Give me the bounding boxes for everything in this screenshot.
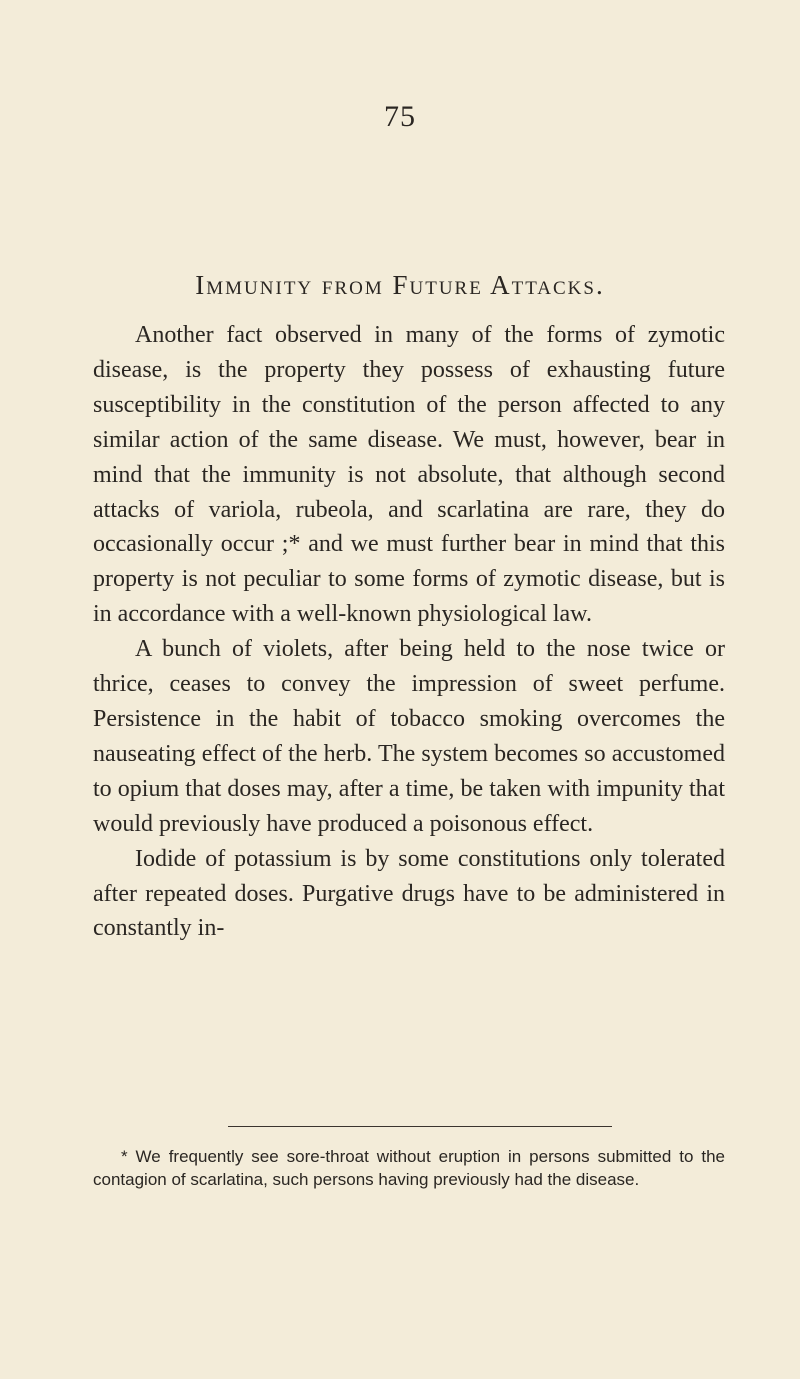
footnote: * We frequently see sore-throat without eruption in persons submitted to the contagion of scarlatina, such persons having previously had the disease. — [93, 1147, 725, 1189]
paragraph: A bunch of violets, after being held to the nose twice or thrice, ceases to convey the impression of sweet perfume. Persistence in the habit of tobacco smoking overcomes the nauseating effect of the herb. The system becomes so accustomed to opium that doses may, after a time, be taken with impunity that would previously have produced a poisonous effect. — [93, 636, 725, 837]
page-number: 75 — [384, 100, 416, 133]
paragraph: Another fact observed in many of the forms of zymotic disease, is the property they possess of exhausting future susceptibility in the constitution of the person affected to any similar action of the same disease. We must, however, bear in mind that the immunity is not absolute, that although second attacks of variola, rubeola, and scarlatina are rare, they do occasionally occur ;* and we must further bear in mind that this property is not peculiar to some forms of zymotic disease, but is in accordance with a well-known physiological law. — [93, 322, 725, 628]
body-text — [93, 318, 725, 946]
section-heading: Immunity from Future Attacks. — [195, 270, 605, 300]
footnote-divider — [228, 1126, 612, 1127]
paragraph: Iodide of potassium is by some constitutions only tolerated after repeated doses. Purgative drugs have to be administered in constantly in- — [93, 845, 725, 942]
